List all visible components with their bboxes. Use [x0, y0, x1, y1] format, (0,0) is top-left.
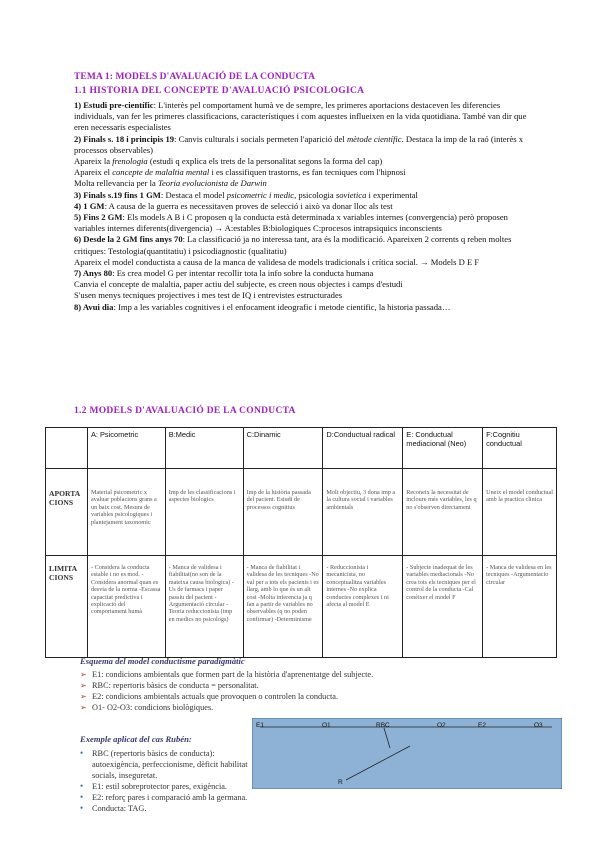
page-title: TEMA 1: MODELS D'AVALUACIÓ DE LA CONDUCTA [74, 72, 316, 82]
history-text-3d: i experimental [366, 189, 418, 200]
diagram-label: O2 [437, 722, 446, 729]
diagram-label: E2 [478, 722, 486, 729]
history-item-1 [74, 100, 529, 134]
table-row-label: LIMITA CIONS [46, 556, 88, 658]
example-title: Exemple aplicat del cas Rubén: [80, 734, 192, 744]
arrow-icon: ➢ [80, 681, 87, 690]
table-cell: Molt objectiu, 3 dona imp a la cultura social i variables ambientals [323, 469, 403, 556]
diagram-label: RBC [376, 722, 390, 729]
history-text-5: : Els models A B i C proposen q la conducta està determinada x variables internes (convergencia) però proposen variables internes diferents(divergencia) → A:estables B:biologiques C:procesos intrapsiquics inconscients [74, 212, 508, 234]
history-text-8: : Imp a les variables cognitives i el enfocament ideografic i metode cientific, la historia passada… [113, 301, 451, 312]
table-header-cell: A: Psicometric [87, 428, 165, 469]
history-item-6 [74, 234, 529, 256]
table-row [46, 469, 557, 556]
table-header-row [46, 428, 557, 469]
table-header-cell: E: Conductual mediacional (Neo) [403, 428, 483, 469]
list-item-text: E2: reforç pares i comparació amb la germana. [92, 793, 248, 802]
arrow-icon: ➢ [80, 670, 87, 679]
bullet-icon: • [80, 792, 84, 802]
list-item-text: E2: condicions ambientals actuals que provoquen o controlen la conducta. [92, 692, 339, 701]
history-text-7: : Es crea model G per intentar recollir tota la info sobre la conducta humana [112, 268, 374, 279]
table-cell: - Manca de validesa i fiabilitat(no son de la mateixa causa biologica) -Us de farmacs i paper passiu del pacient -Argumentació circular -Teoria reduccionista (imp en medics no psicologs) [165, 556, 243, 658]
scheme-list [80, 669, 380, 713]
table-header-cell: C:Dinamic [243, 428, 323, 469]
diagram-label: O1 [322, 722, 331, 729]
example-list [80, 748, 252, 814]
history-text-3c: , psicologia [294, 189, 336, 200]
table-corner-cell [46, 428, 88, 469]
history-text-3-italic2: sovietica [335, 189, 367, 200]
models-table [45, 427, 557, 658]
history-label-2: 2) Finals s. 18 i principis 19 [74, 133, 175, 144]
history-item-3 [74, 190, 529, 201]
table-cell: Material psicometric x avaluar poblacions grans a un baix cost. Mesura de variables psicologiques i plantejament taxonomic [87, 469, 165, 556]
list-item [80, 748, 252, 781]
diagram-label: R [338, 779, 343, 786]
table-cell: Uneix el model conductual amb la practica clinica [483, 469, 557, 556]
history-section [74, 100, 529, 313]
history-text-3-italic: psicometric i medic [226, 189, 295, 200]
table-cell: - Manca de fiabilitat i validesa de les tecniques -No val per a tots els pacients i es llarg, amb lo que és un alt cost -Molta inferencia ja q fan a partir de variables no observables (q no poden confirmar) -Determinisme [243, 556, 323, 658]
bullet-icon: • [80, 748, 84, 758]
conductism-diagram [252, 718, 562, 789]
history-item-2 [74, 134, 529, 156]
diagram-label: E1 [256, 722, 264, 729]
list-item [80, 702, 380, 713]
list-item [80, 691, 380, 702]
history-text-2c: . Destaca la imp de la raó (interès x processos observables) [74, 133, 524, 155]
bullet-icon: • [80, 781, 84, 791]
history-text-2h: Molta rellevancia per la [74, 178, 158, 189]
section-heading-2: 1.2 MODELS D'AVALUACIÓ DE LA CONDUCTA [74, 406, 296, 416]
table-cell: Imp de les classificacions i aspectes biologics [165, 469, 243, 556]
list-item-text: Conducta: TAG. [92, 804, 147, 813]
list-item [80, 669, 380, 680]
history-item-2-sub1 [74, 156, 529, 167]
history-text-2d: Apareix la [74, 156, 113, 167]
history-text-2h-italic: Teoria evolucionista de Darwin [158, 178, 267, 189]
history-text-2-italic: mètode científic [346, 133, 402, 144]
table-cell: - Reduccionista i mecanicista, no conceptualitza variables internes -No explica conductes complexes i ni afecta al model E [323, 556, 403, 658]
scheme-title: Esquema del model conductisme paradigmàtic [80, 656, 245, 666]
history-item-5 [74, 212, 529, 234]
history-label-7: 7) Anys 80 [74, 268, 113, 279]
list-item-text: O1- O2-O3: condicions biològiques. [92, 703, 214, 712]
list-item-text: E1: estil sobreprotector pares, exigència. [92, 782, 228, 791]
history-label-6: 6) Desde la 2 GM fins anys 70 [74, 234, 183, 245]
history-label-5: 5) Fins 2 GM [74, 212, 123, 223]
history-text-2a: : Canvis culturals i socials permeten l'aparició del [174, 133, 347, 144]
history-text-6: : La classificació ja no interessa tant, ara és la modificació. Apareixen 2 corrents q reben moltes critiques: Testologia(quantitatiu) i psicodiagnostic (qualitatiu) [74, 234, 512, 256]
list-item [80, 803, 252, 814]
history-text-1: : L'interès pel comportament humà ve de sempre, les primeres aportacions destaceven les diferencies individuals, van fer les primeres classificacions, característiques i com aquestes influeixen en la vida quotidiana. També van dir que eren necessaris especialistes [74, 100, 527, 133]
list-item-text: E1: condicions ambientals que formen part de la història d'aprenentatge del subjecte. [92, 670, 374, 679]
history-label-4: 4) 1 GM [74, 200, 105, 211]
list-item [80, 781, 252, 792]
history-text-4: : A causa de la guerra es necessitaven proves de selecció i això va donar lloc als test [104, 200, 393, 211]
table-header-cell: F:Cognitiu conductual [483, 428, 557, 469]
arrow-icon: ➢ [80, 703, 87, 712]
table-cell: Imp de la història passada del pacient. Estudi de processos cognitius [243, 469, 323, 556]
section-heading-1: 1.1 HISTORIA DEL CONCEPTE D'AVALUACIÓ PSICOLOGICA [74, 86, 365, 96]
table-cell: - Manca de validesa en les tecniques -Argumentacio circular [483, 556, 557, 658]
history-item-7-sub2: S'usen menys tecniques projectives i mes test de IQ i entrevistes estructurades [74, 290, 343, 301]
history-text-2f-italic: concepte de malaltia mental [112, 167, 210, 178]
list-item [80, 792, 252, 803]
table-row-label: APORTA CIONS [46, 469, 88, 556]
bullet-icon: • [80, 803, 84, 813]
history-item-7 [74, 268, 529, 279]
table-cell: Reconeix la necessitat de incloure més variables, les q no s'observen directament [403, 469, 483, 556]
table-header-cell: B:Medic [165, 428, 243, 469]
table-cell: - Considera la conducta estable i no es mod. -Considera anormal quan es desvia de la norma -Escassa capacitat predictiva i explicació del comportament humà [87, 556, 165, 658]
history-item-6-sub: Apareix el model conductista a causa de la manca de validesa de models tradicionals i crítica social. → Models D E F [74, 256, 480, 267]
history-item-7-sub1: Canvia el concepte de malaltia, paper actiu del subjecte, es creen nous objectes i camps d'estudi [74, 279, 403, 290]
diagram-label: O3 [534, 722, 543, 729]
list-item-text: RBC (repertoris bàsics de conducta): autoexigència, perfeccionisme, dèficit habilitat socials, inseguretat. [92, 749, 248, 780]
history-text-2f: Apareix el [74, 167, 113, 178]
history-text-2g: i es classifiquen trastorns, es fan tecniques com l'hipnosi [209, 167, 406, 178]
history-label-1: 1) Estudi pre-científic [74, 100, 154, 110]
arrow-icon: ➢ [80, 692, 87, 701]
history-label-8: 8) Avui dia [74, 301, 114, 312]
history-item-8 [74, 302, 529, 313]
history-text-2d-italic: frenologia [112, 156, 148, 167]
history-item-2-sub2 [74, 167, 529, 178]
list-item [80, 680, 380, 691]
table-row [46, 556, 557, 658]
history-item-4 [74, 201, 529, 212]
history-item-2-sub3 [74, 178, 529, 189]
list-item-text: RBC: repertoris bàsics de conducta = personalitat. [92, 681, 259, 690]
history-text-3a: : Destaca el model [160, 189, 227, 200]
table-cell: - Subjecte inadequat de les variables mediacionals -No crea tots els tecniques per el control de la conducta -Cal conèixer el model F [403, 556, 483, 658]
diagram-background [252, 718, 562, 789]
history-label-3: 3) Finals s.19 fins 1 GM [74, 189, 161, 200]
history-text-2e: (estudi q explica els trets de la personalitat segons la forma del cap) [147, 156, 383, 167]
table-header-cell: D:Conductual radical [323, 428, 403, 469]
